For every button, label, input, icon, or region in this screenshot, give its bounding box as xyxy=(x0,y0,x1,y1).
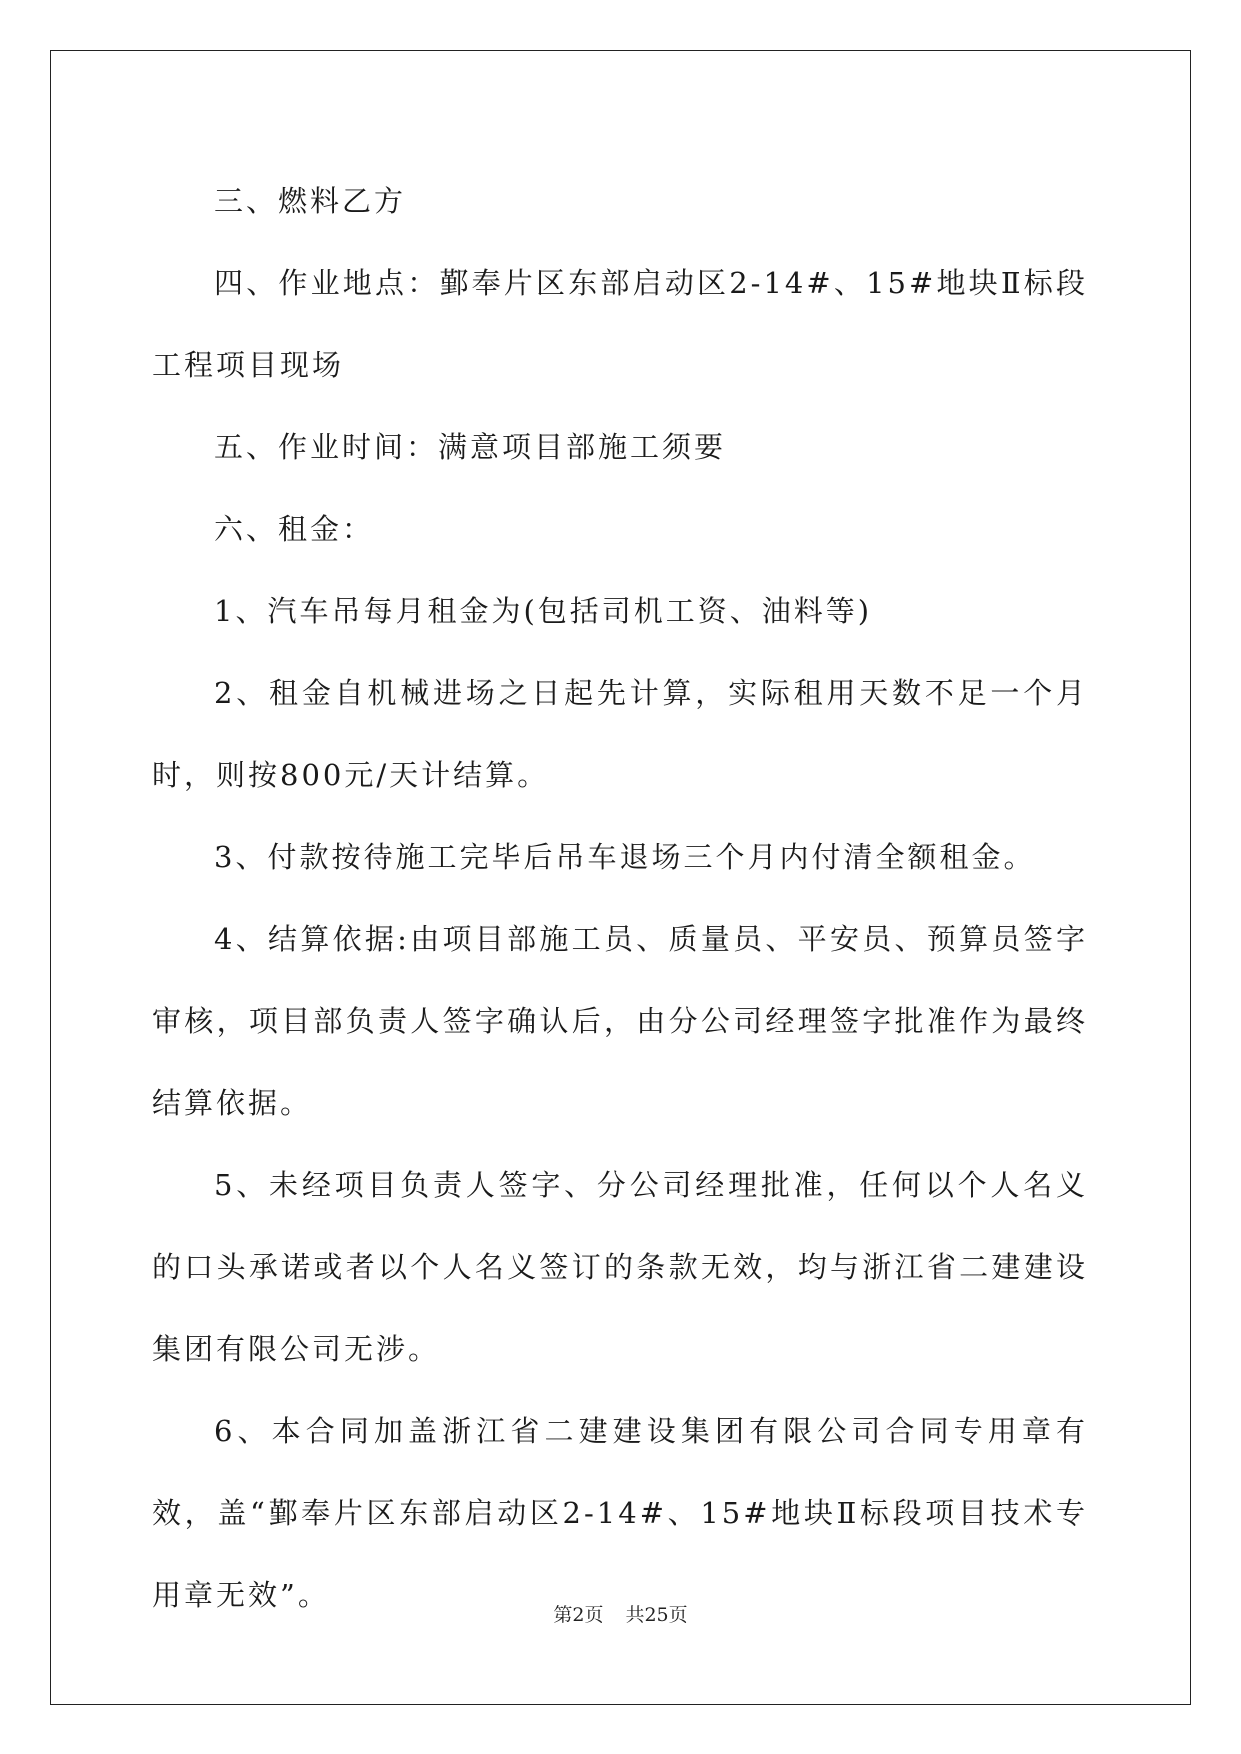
page-footer xyxy=(0,1600,1241,1627)
paragraph-fuel: 三、燃料乙方 xyxy=(214,184,407,218)
document-body xyxy=(152,160,1088,1636)
paragraph-work-time: 五、作业时间：满意项目部施工须要 xyxy=(214,430,727,464)
paragraph-rent-item-1: 1、汽车吊每月租金为(包括司机工资、油料等) xyxy=(214,594,873,628)
paragraph-rent-item-3: 3、付款按待施工完毕后吊车退场三个月内付清全额租金。 xyxy=(214,840,1036,874)
paragraph-rent-item-2: 2、租金自机械进场之日起先计算，实际租用天数不足一个月时，则按800元/天计结算。 xyxy=(152,676,1088,792)
paragraph-rent-item-6: 6、本合同加盖浙江省二建建设集团有限公司合同专用章有效，盖“鄞奉片区东部启动区2-14#、15#地块Ⅱ标段项目技术专用章无效”。 xyxy=(152,1414,1088,1612)
paragraph-work-location: 四、作业地点：鄞奉片区东部启动区2-14#、15#地块Ⅱ标段工程项目现场 xyxy=(152,266,1088,382)
paragraph-rent-item-5: 5、未经项目负责人签字、分公司经理批准，任何以个人名义的口头承诺或者以个人名义签订的条款无效，均与浙江省二建建设集团有限公司无涉。 xyxy=(152,1168,1088,1366)
paragraph-rent-heading: 六、租金： xyxy=(214,512,375,546)
page-number: 第2页 xyxy=(553,1604,604,1626)
paragraph-rent-item-4: 4、结算依据:由项目部施工员、质量员、平安员、预算员签字审核，项目部负责人签字确认后，由分公司经理签字批准作为最终结算依据。 xyxy=(152,922,1088,1120)
page-total: 共25页 xyxy=(625,1604,688,1626)
